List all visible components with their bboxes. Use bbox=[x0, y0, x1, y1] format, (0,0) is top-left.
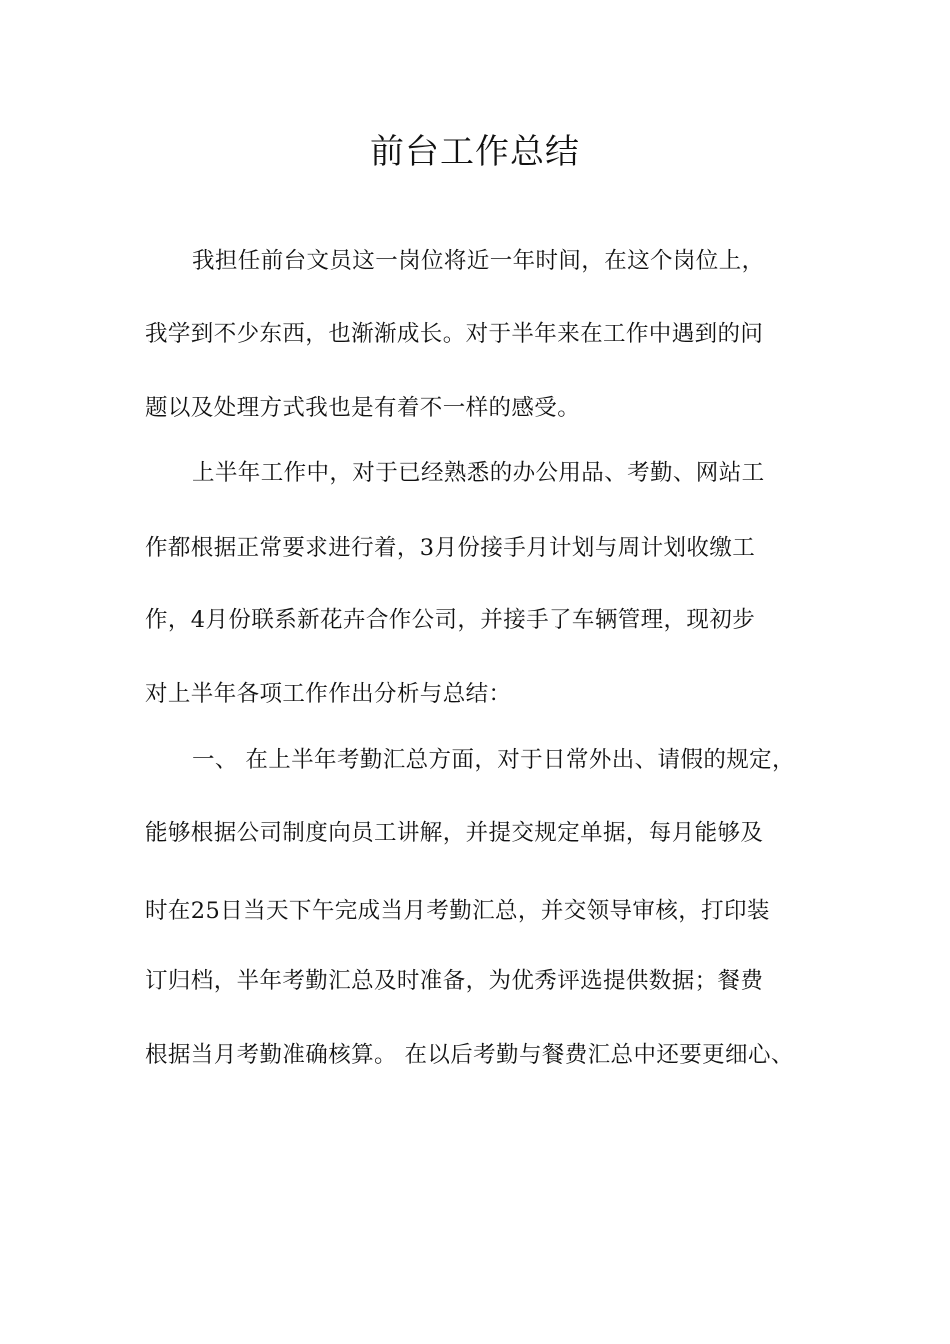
document-title: 前台工作总结 bbox=[370, 132, 580, 172]
paragraph-3-line-4: 订归档，半年考勤汇总及时准备，为优秀评选提供数据；餐费 bbox=[145, 968, 764, 994]
paragraph-3-line-5: 根据当月考勤准确核算。 在以后考勤与餐费汇总中还要更细心、 bbox=[145, 1042, 794, 1068]
paragraph-1-line-3: 题以及处理方式我也是有着不一样的感受。 bbox=[145, 395, 581, 421]
paragraph-2-line-1: 上半年工作中，对于已经熟悉的办公用品、考勤、网站工 bbox=[192, 460, 765, 486]
paragraph-1-line-1: 我担任前台文员这一岗位将近一年时间，在这个岗位上， bbox=[192, 248, 765, 274]
paragraph-3-line-1: 一、 在上半年考勤汇总方面，对于日常外出、请假的规定， bbox=[192, 747, 795, 773]
paragraph-1-line-2: 我学到不少东西，也渐渐成长。对于半年来在工作中遇到的问 bbox=[145, 321, 764, 347]
paragraph-3-line-3: 时在25日当天下午完成当月考勤汇总，并交领导审核，打印装 bbox=[145, 898, 770, 924]
paragraph-2-line-2: 作都根据正常要求进行着，3月份接手月计划与周计划收缴工 bbox=[145, 535, 756, 561]
paragraph-2-line-3: 作，4月份联系新花卉合作公司，并接手了车辆管理，现初步 bbox=[145, 607, 756, 633]
paragraph-2-line-4: 对上半年各项工作作出分析与总结： bbox=[145, 681, 512, 707]
paragraph-3-line-2: 能够根据公司制度向员工讲解，并提交规定单据，每月能够及 bbox=[145, 820, 764, 846]
